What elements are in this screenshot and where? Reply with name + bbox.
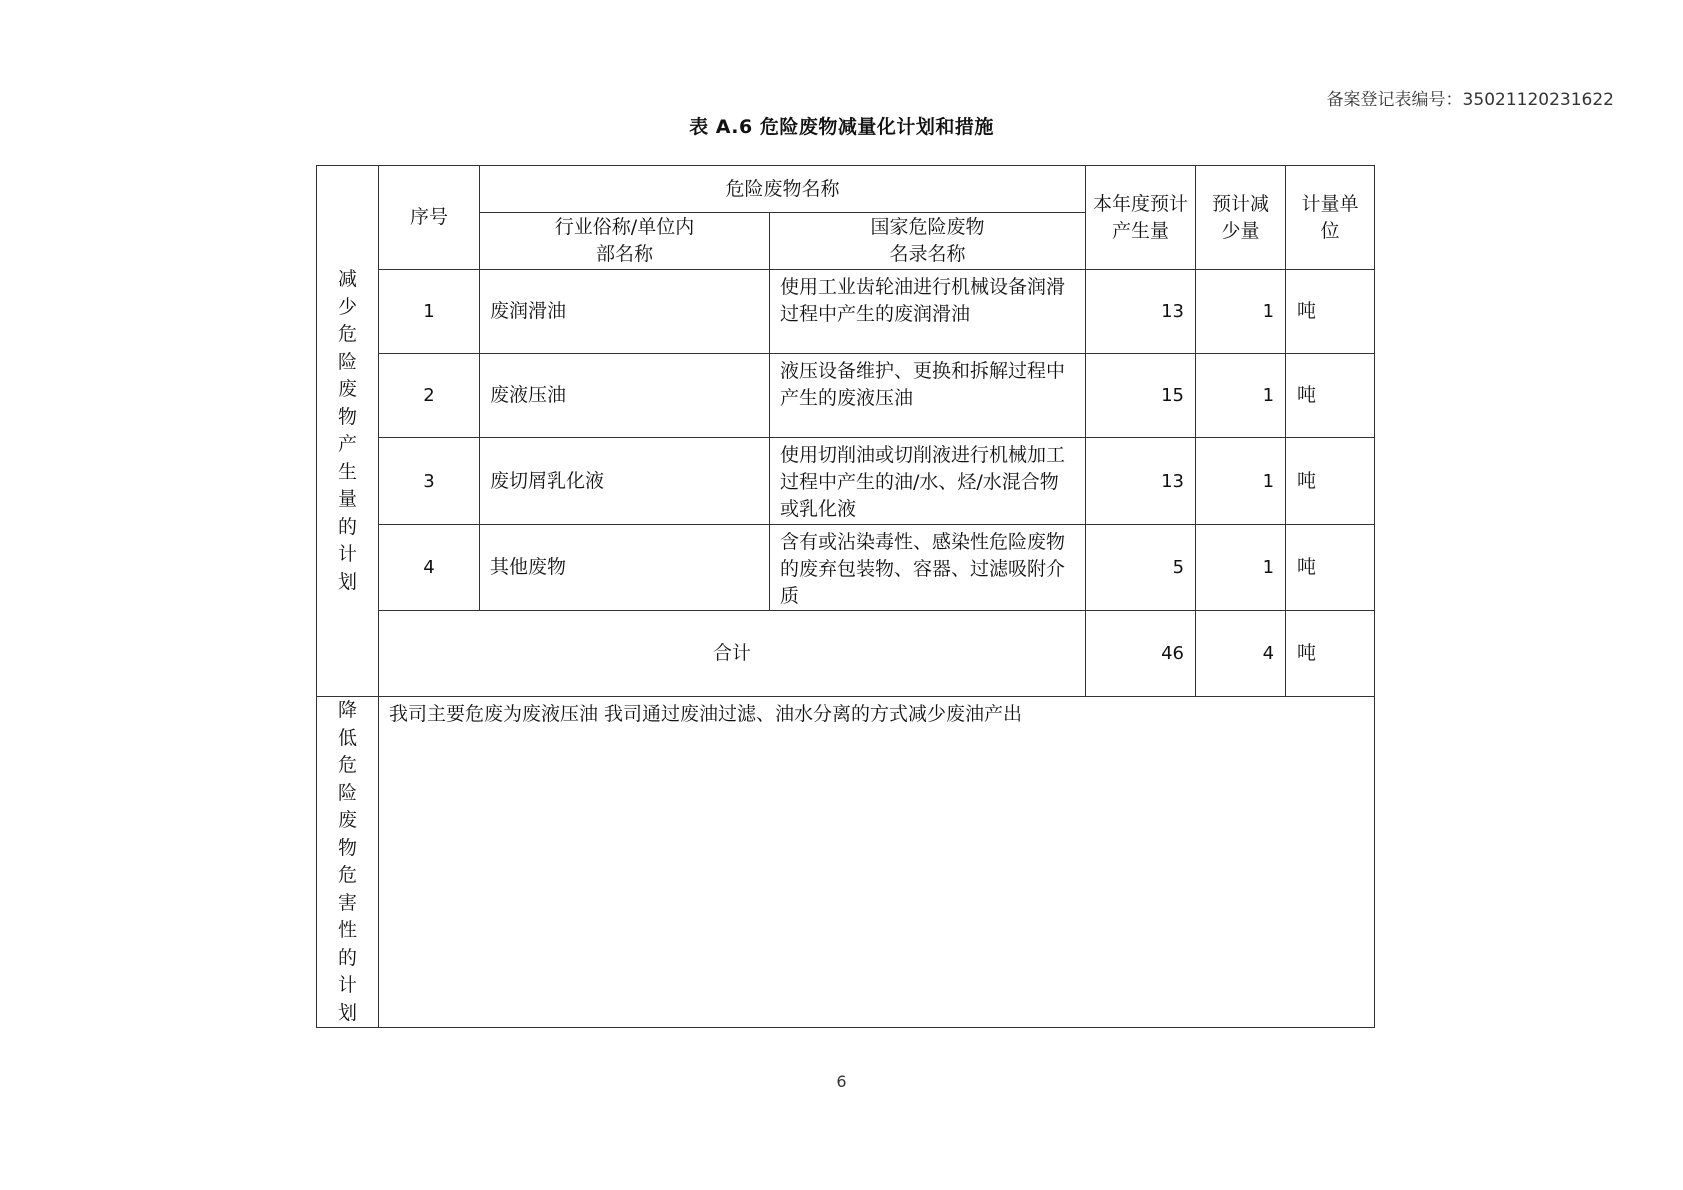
table-title: 表 A.6 危险废物减量化计划和措施 — [689, 116, 994, 138]
total-annual-output: 46 — [1086, 611, 1196, 697]
row-industry-name: 废切屑乳化液 — [480, 438, 770, 525]
row-expected-reduction: 1 — [1196, 354, 1286, 438]
table-row — [317, 270, 1375, 354]
row-national-name: 使用切削油或切削液进行机械加工过程中产生的油/水、烃/水混合物或乳化液 — [770, 438, 1086, 525]
row-unit: 吨 — [1286, 438, 1375, 525]
row-national-name: 液压设备维护、更换和拆解过程中产生的废液压油 — [770, 354, 1086, 438]
row-annual-output: 13 — [1086, 270, 1196, 354]
row-industry-name: 废液压油 — [480, 354, 770, 438]
total-label: 合计 — [379, 611, 1086, 697]
section-reduce-output-label: 减少危险废物产生量的计划 — [317, 166, 379, 697]
waste-reduction-table — [316, 165, 1375, 1028]
row-unit: 吨 — [1286, 354, 1375, 438]
header-national-name: 国家危险废物名录名称 — [770, 213, 1086, 270]
row-annual-output: 13 — [1086, 438, 1196, 525]
registration-number: 备案登记表编号：35021120231622 — [1326, 90, 1614, 110]
section-reduce-hazard-label: 降低危险废物危害性的计划 — [317, 697, 379, 1028]
row-national-name: 含有或沾染毒性、感染性危险废物的废弃包装物、容器、过滤吸附介质 — [770, 525, 1086, 611]
table-row — [317, 525, 1375, 611]
row-industry-name: 废润滑油 — [480, 270, 770, 354]
row-expected-reduction: 1 — [1196, 438, 1286, 525]
header-seq: 序号 — [379, 166, 480, 270]
total-expected-reduction: 4 — [1196, 611, 1286, 697]
row-seq: 3 — [379, 438, 480, 525]
header-waste-name: 危险废物名称 — [480, 166, 1086, 213]
page-number: 6 — [836, 1072, 847, 1091]
total-unit: 吨 — [1286, 611, 1375, 697]
header-industry-name: 行业俗称/单位内部名称 — [480, 213, 770, 270]
header-unit: 计量单位 — [1286, 166, 1375, 270]
total-row — [317, 611, 1375, 697]
header-annual-output: 本年度预计产生量 — [1086, 166, 1196, 270]
row-industry-name: 其他废物 — [480, 525, 770, 611]
row-unit: 吨 — [1286, 525, 1375, 611]
row-annual-output: 15 — [1086, 354, 1196, 438]
row-expected-reduction: 1 — [1196, 525, 1286, 611]
hazard-reduction-measures: 我司主要危废为废液压油 我司通过废油过滤、油水分离的方式减少废油产出 — [379, 697, 1375, 1028]
row-expected-reduction: 1 — [1196, 270, 1286, 354]
row-seq: 4 — [379, 525, 480, 611]
row-annual-output: 5 — [1086, 525, 1196, 611]
row-seq: 1 — [379, 270, 480, 354]
table-row — [317, 354, 1375, 438]
row-seq: 2 — [379, 354, 480, 438]
header-expected-reduction: 预计减少量 — [1196, 166, 1286, 270]
row-unit: 吨 — [1286, 270, 1375, 354]
row-national-name: 使用工业齿轮油进行机械设备润滑过程中产生的废润滑油 — [770, 270, 1086, 354]
table-row — [317, 438, 1375, 525]
